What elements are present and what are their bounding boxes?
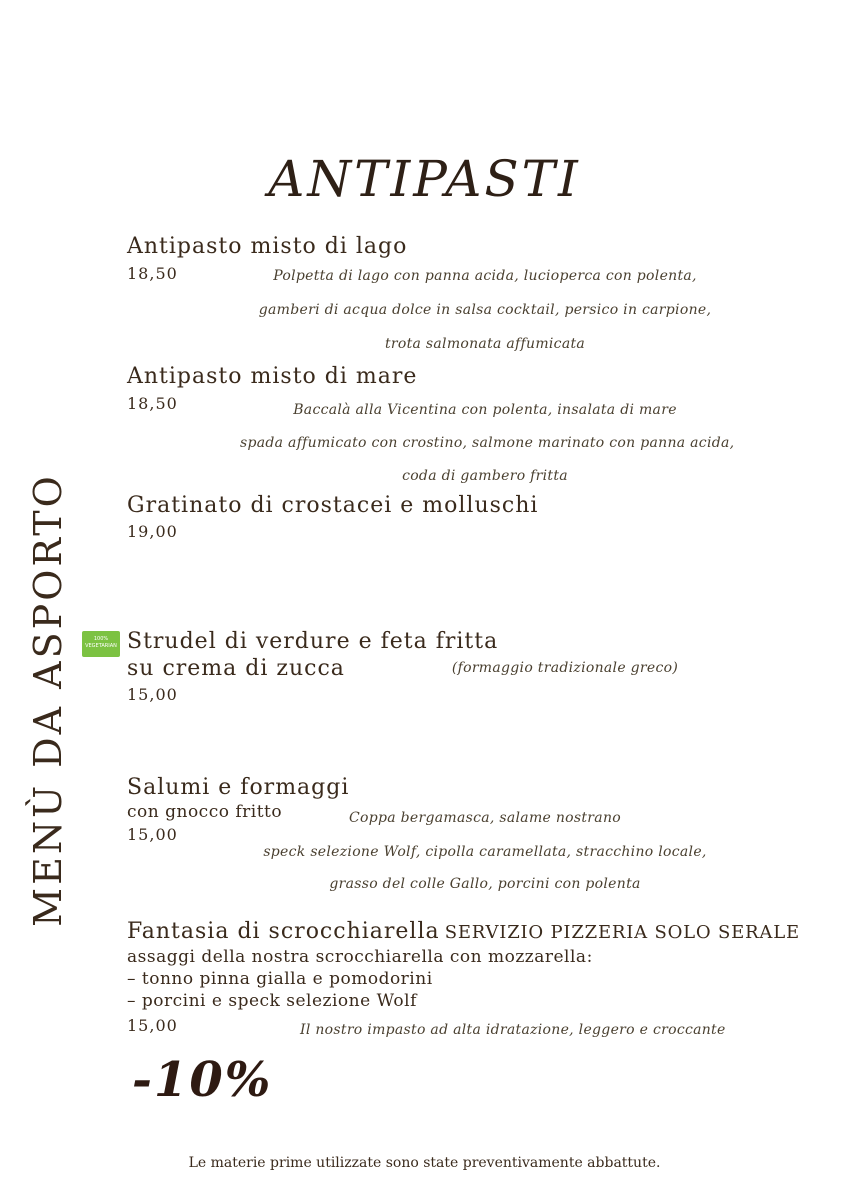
badge-line: VEGETARIAN [85, 643, 117, 649]
item-line: – porcini e speck selezione Wolf [127, 991, 417, 1011]
item-name: Antipasto misto di mare [127, 364, 418, 389]
item-price: 18,50 [127, 264, 178, 283]
item-description-line: coda di gambero fritta [402, 468, 568, 484]
badge-line: 100% [93, 636, 109, 642]
item-price: 19,00 [127, 522, 178, 541]
item-description-line: Baccalà alla Vicentina con polenta, insalata di mare [293, 402, 677, 418]
side-title: MENÙ DA ASPORTO [26, 473, 70, 927]
item-description-line: trota salmonata affumicata [384, 336, 586, 352]
item-price: 15,00 [127, 685, 178, 704]
item-name: Fantasia di scrocchiarella [127, 919, 440, 944]
item-name: Strudel di verdure e feta fritta [127, 629, 499, 654]
item-note: (formaggio tradizionale greco) [451, 660, 679, 676]
item-description-line: spada affumicato con crostino, salmone marinato con panna acida, [240, 435, 735, 451]
footer-note: Le materie prime utilizzate sono state preventivamente abbattute. [188, 1155, 661, 1171]
item-description-line: Coppa bergamasca, salame nostrano [348, 810, 621, 826]
service-tag: SERVIZIO PIZZERIA SOLO SERALE [444, 922, 800, 943]
item-line: – tonno pinna gialla e pomodorini [127, 969, 433, 989]
item-name: Antipasto misto di lago [127, 234, 408, 259]
item-price: 15,00 [127, 825, 178, 844]
item-price: 15,00 [127, 1016, 178, 1035]
item-subtitle: su crema di zucca [127, 656, 345, 681]
item-line: assaggi della nostra scrocchiarella con mozzarella: [127, 947, 593, 967]
item-description-line: Polpetta di lago con panna acida, lucioperca con polenta, [273, 268, 697, 284]
vegetarian-badge [82, 631, 120, 657]
item-header [127, 919, 800, 944]
item-description-line: speck selezione Wolf, cipolla caramellata, stracchino locale, [263, 844, 707, 860]
item-note: Il nostro impasto ad alta idratazione, leggero e croccante [300, 1022, 726, 1038]
discount-label: -10% [132, 1052, 273, 1108]
item-description-line: gamberi di acqua dolce in salsa cocktail, persico in carpione, [258, 302, 712, 318]
item-subtitle: con gnocco fritto [127, 802, 283, 822]
item-price: 18,50 [127, 394, 178, 413]
section-title: ANTIPASTI [268, 150, 581, 208]
item-name: Gratinato di crostacei e molluschi [127, 493, 539, 518]
item-name: Salumi e formaggi [127, 775, 350, 800]
item-description-line: grasso del colle Gallo, porcini con polenta [329, 876, 641, 892]
